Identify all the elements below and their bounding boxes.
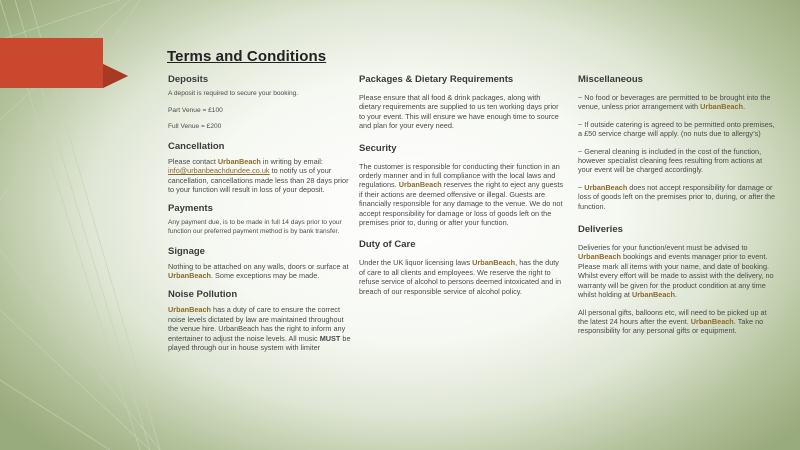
payments-text: Any payment due, is to be made in full 14 days prior to your function our preferred payment method is by bank transfer.: [168, 219, 342, 235]
brand-name: UrbanBeach: [631, 290, 675, 300]
column-left: [168, 74, 353, 352]
deposits-line3: Full Venue = £200: [168, 123, 222, 131]
noise-text: UrbanBeach has a duty of care to ensure the correct noise levels dictated by law are maintained throughout the venue hire. UrbanBeach has the right to inform any entertainer to adjust the noise levels. All music MUST be played through our in house system with limiter: [168, 305, 351, 353]
duty-heading: Duty of Care: [359, 239, 416, 251]
security-heading: Security: [359, 142, 397, 154]
brand-name: UrbanBeach: [578, 252, 621, 262]
duty-text: Under the UK liquor licensing laws UrbanBeach, has the duty of care to all clients and employees. We reserve the right to refuse service of alcohol to persons deemed intoxicated and in breach of our responsible service of alcohol policy.: [359, 258, 562, 296]
email-link[interactable]: info@urbanbeachdundee.co.uk: [168, 166, 270, 176]
cancellation-text: Please contact UrbanBeach in writing by email: info@urbanbeachdundee.co.uk to notify us of your cancellation, cancellations made less than 28 days prior to your function will result in loss of your deposit.: [168, 156, 349, 194]
signage-heading: Signage: [168, 245, 205, 257]
column-middle: [359, 74, 564, 296]
deliveries-text-1: Deliveries for your function/event must be advised to UrbanBeach bookings and events manager prior to event. Please mark all items with your name, and date of booking. Whilst every effort will be made to assist with the delivery, no warranty will be given for the product condition at any time whilst holding at UrbanBeach.: [578, 243, 774, 300]
deliveries-heading: Deliveries: [578, 224, 623, 236]
misc-item-3: ~ General cleaning is included in the cost of the function, however specialist cleaning fees resulting from actions at your event will be charged accordingly.: [578, 146, 763, 175]
brand-name: UrbanBeach: [690, 316, 734, 326]
misc-item-4: ~ UrbanBeach does not accept responsibility for damage or loss of goods left on the premises prior to, during, or after the function.: [578, 182, 776, 211]
deposits-line2: Part Venue = £100: [168, 106, 223, 114]
signage-text: Nothing to be attached on any walls, doors or surface at UrbanBeach. Some exceptions may be made.: [168, 261, 349, 280]
cancellation-heading: Cancellation: [168, 140, 225, 152]
brand-name: UrbanBeach: [217, 156, 261, 166]
misc-item-2: ~ If outside catering is agreed to be permitted onto premises, a £50 service charge will apply. (no nuts due to allergy’s): [578, 119, 775, 139]
brand-name: UrbanBeach: [472, 258, 516, 268]
payments-heading: Payments: [168, 203, 213, 215]
misc-item-1: ~ No food or beverages are permitted to be brought into the venue, unless prior arrangement with UrbanBeach.: [578, 93, 771, 112]
misc-heading: Miscellaneous: [578, 74, 643, 85]
security-text: The customer is responsible for conducting their function in an orderly manner and in full compliance with the local laws and regulations. UrbanBeach reserves the right to eject any guests if their actions are deemed offensive or illegal. Guests are financially responsible for any damage to the venue. We do not accept responsibility for damage or loss of goods left on the premises prior to, during or after your function.: [359, 161, 564, 228]
brand-name: UrbanBeach: [168, 305, 211, 315]
packages-heading: Packages & Dietary Requirements: [359, 74, 514, 85]
noise-heading: Noise Pollution: [168, 289, 238, 301]
deposits-line1: A deposit is required to secure your booking.: [168, 90, 299, 97]
page-title: Terms and Conditions: [167, 48, 327, 65]
brand-name: UrbanBeach: [398, 180, 442, 190]
packages-text: Please ensure that all food & drink packages, along with dietary requirements are supplied to us ten working days prior to your event. This will ensure we have enough time to source and plan for your every need.: [359, 93, 559, 131]
deposits-heading: Deposits: [168, 74, 209, 85]
brand-name: UrbanBeach: [584, 182, 628, 192]
brand-name: UrbanBeach: [168, 271, 211, 280]
column-right: [578, 74, 778, 336]
deliveries-text-2: All personal gifts, balloons etc, will need to be picked up at the latest 24 hours after the event. UrbanBeach. Take no responsibility for any personal gifts or equipment.: [578, 307, 767, 336]
brand-name: UrbanBeach: [700, 102, 744, 112]
